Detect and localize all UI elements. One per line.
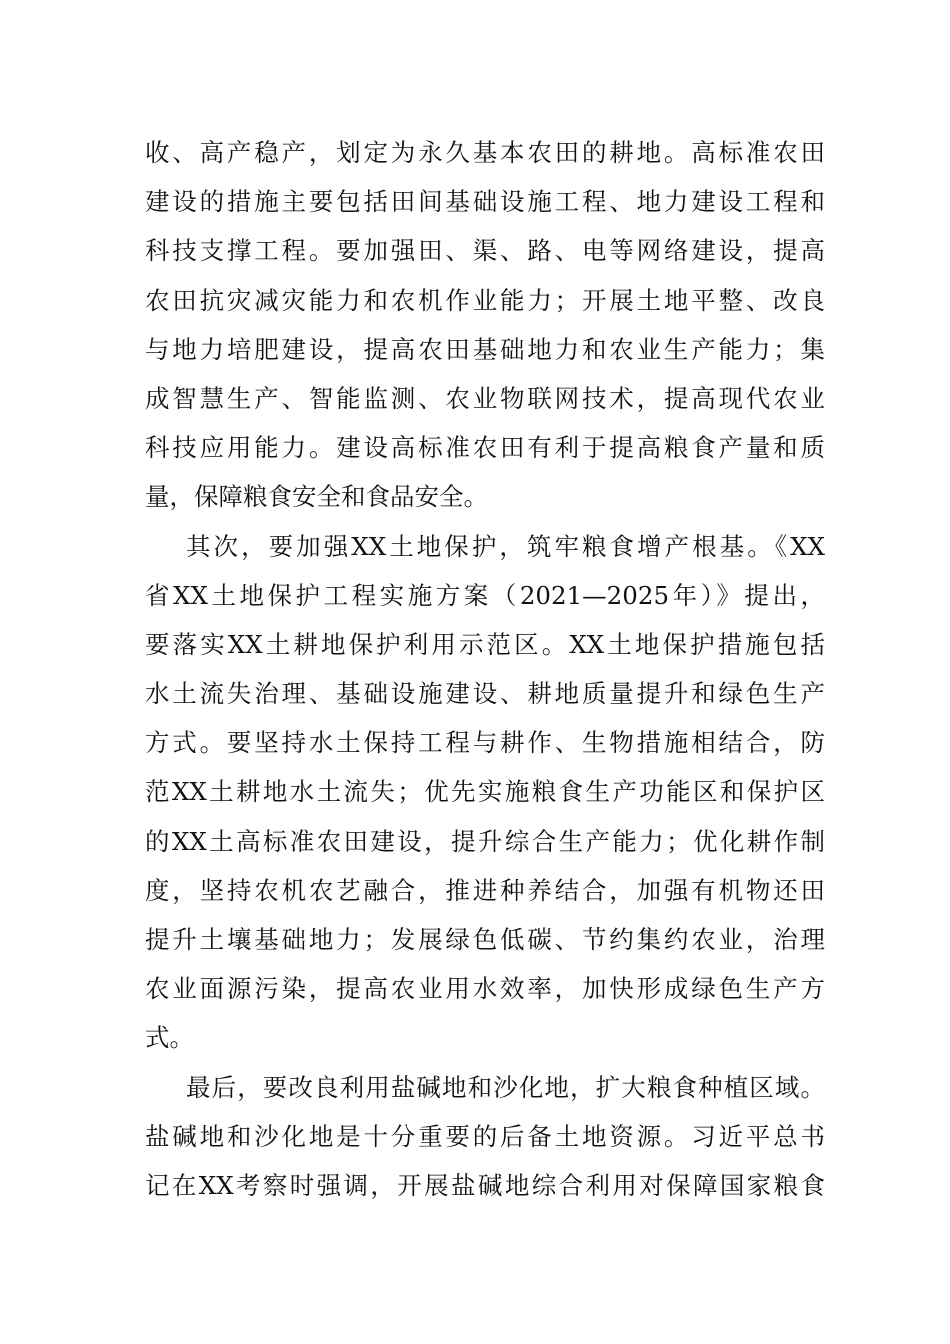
paragraph-line: 科技支撑工程。要加强田、渠、路、电等网络建设，提高 [145, 236, 825, 266]
paragraph-line: 农田抗灾减灾能力和农机作业能力；开展土地平整、改良 [145, 285, 825, 315]
document-body [145, 128, 825, 1210]
paragraph-line: 农业面源污染，提高农业用水效率，加快形成绿色生产方 [145, 974, 825, 1004]
paragraph-line: 水土流失治理、基础设施建设、耕地质量提升和绿色生产 [145, 679, 825, 709]
paragraph-line: 与地力培肥建设，提高农田基础地力和农业生产能力；集 [145, 334, 825, 364]
paragraph-line: 记在XX考察时强调，开展盐碱地综合利用对保障国家粮食 [145, 1170, 825, 1200]
paragraph-line: 成智慧生产、智能监测、农业物联网技术，提高现代农业 [145, 383, 825, 413]
paragraph-line: 量，保障粮食安全和食品安全。 [145, 482, 488, 512]
paragraph-line: 范XX土耕地水土流失；优先实施粮食生产功能区和保护区 [145, 777, 825, 807]
paragraph-line: 方式。要坚持水土保持工程与耕作、生物措施相结合，防 [145, 728, 825, 758]
paragraph-line: 提升土壤基础地力；发展绿色低碳、节约集约农业，治理 [145, 925, 825, 954]
paragraph-line: 式。 [145, 1023, 194, 1053]
paragraph-high-standard-farmland [145, 128, 825, 522]
paragraph-line: 度，坚持农机农艺融合，推进种养结合，加强有机物还田 [145, 875, 825, 905]
paragraph-line: 省XX土地保护工程实施方案（2021—2025年）》提出， [145, 580, 825, 610]
paragraph-line: 建设的措施主要包括田间基础设施工程、地力建设工程和 [145, 187, 825, 217]
paragraph-land-protection [145, 522, 825, 1063]
paragraph-line: 最后，要改良利用盐碱地和沙化地，扩大粮食种植区域。 [186, 1072, 825, 1102]
paragraph-line: 的XX土高标准农田建设，提升综合生产能力；优化耕作制 [145, 826, 825, 856]
paragraph-line: 要落实XX土耕地保护利用示范区。XX土地保护措施包括 [145, 629, 825, 659]
paragraph-line: 其次，要加强XX土地保护，筑牢粮食增产根基。《XX [186, 531, 825, 561]
paragraph-line: 盐碱地和沙化地是十分重要的后备土地资源。习近平总书 [145, 1121, 825, 1151]
paragraph-line: 科技应用能力。建设高标准农田有利于提高粮食产量和质 [145, 433, 825, 463]
paragraph-line: 收、高产稳产，划定为永久基本农田的耕地。高标准农田 [145, 138, 825, 167]
paragraph-saline-land [145, 1063, 825, 1211]
